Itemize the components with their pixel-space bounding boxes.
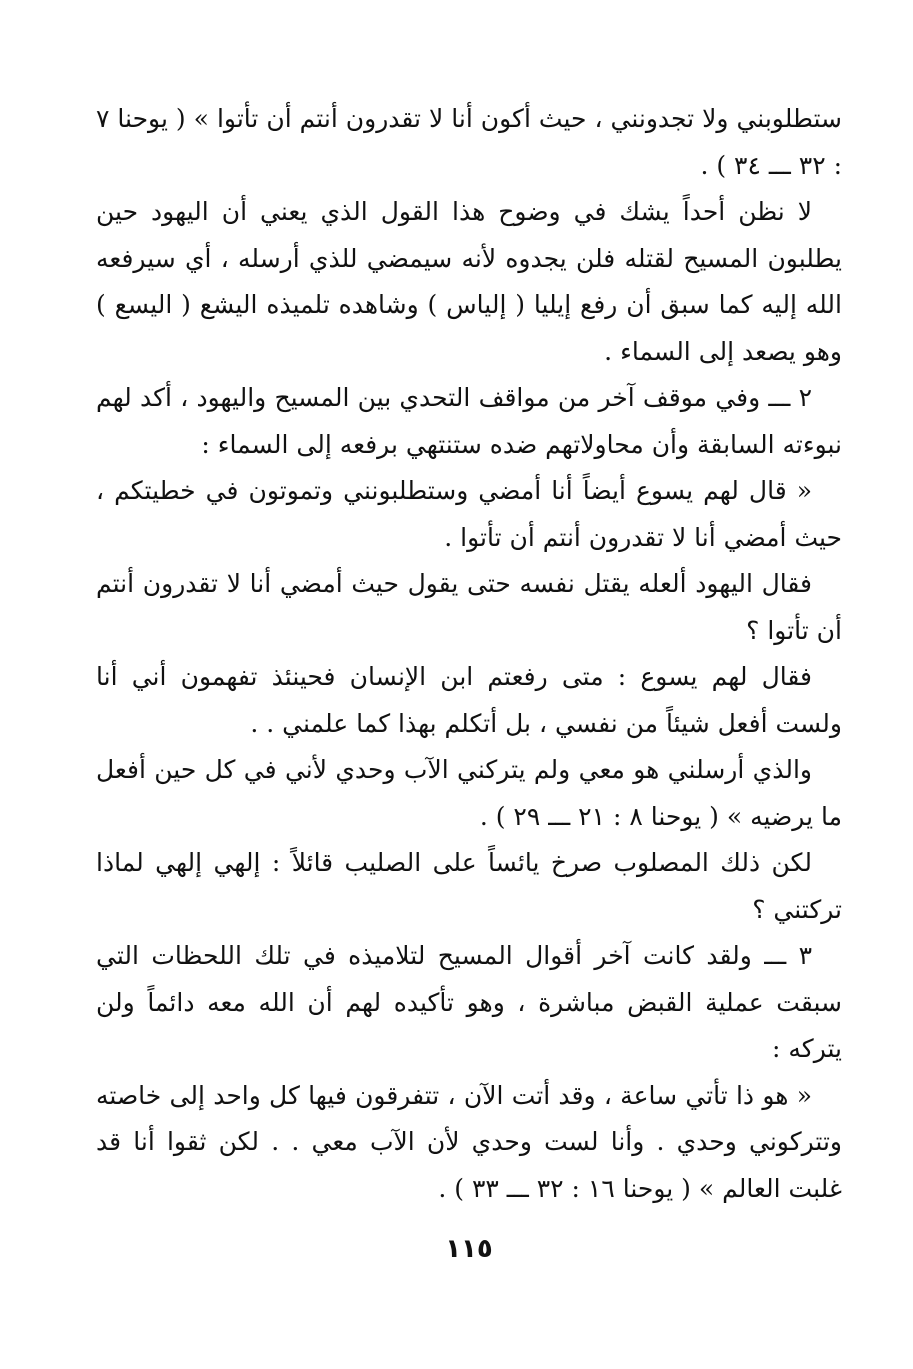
paragraph-quote-hour: « هو ذا تأتي ساعة ، وقد أتت الآن ، تتفرقون فيها كل واحد إلى خاصته وتتركوني وحدي . وأنا لست وحدي لأن الآب معي . . لكن ثقوا أنا قد غلبت العالم » ( يوحنا ١٦ : ٣٢ ـــ ٣٣ ) . xyxy=(96,1080,842,1203)
paragraph-point-two: ٢ ـــ وفي موقف آخر من مواقف التحدي بين المسيح واليهود ، أكد لهم نبوءته السابقة وأن محاولاتهم ضده ستنتهي برفعه إلى السماء : xyxy=(96,383,842,459)
paragraph-crucified: لكن ذلك المصلوب صرخ يائساً على الصليب قائلاً : إلهي إلهي لماذا تركتني ؟ xyxy=(96,848,842,924)
body-text xyxy=(96,96,842,1212)
paragraph-quote-continuation: ستطلوبني ولا تجدونني ، حيث أكون أنا لا تقدرون أنتم أن تأتوا » ( يوحنا ٧ : ٣٢ ـــ ٣٤ ) . xyxy=(96,104,842,180)
paragraph-quote-sender: والذي أرسلني هو معي ولم يتركني الآب وحدي لأني في كل حين أفعل ما يرضيه » ( يوحنا ٨ : ٢١ ـــ ٢٩ ) . xyxy=(96,755,842,831)
paragraph-commentary: لا نظن أحداً يشك في وضوح هذا القول الذي يعني أن اليهود حين يطلبون المسيح لقتله فلن يجدوه لأنه سيمضي للذي أرسله ، أي سيرفعه الله إليه كما سبق أن رفع إيليا ( إلياس ) وشاهده تلميذه اليشع ( اليسع ) وهو يصعد إلى السماء . xyxy=(96,197,843,366)
paragraph-quote-jews: فقال اليهود ألعله يقتل نفسه حتى يقول حيث أمضي أنا لا تقدرون أنتم أن تأتوا ؟ xyxy=(96,569,842,645)
document-page xyxy=(96,96,842,1356)
paragraph-point-three: ٣ ـــ ولقد كانت آخر أقوال المسيح لتلاميذه في تلك اللحظات التي سبقت عملية القبض مباشرة ، وهو تأكيده لهم أن الله معه دائماً ولن يتركه : xyxy=(96,941,842,1063)
page-number: ١١٥ xyxy=(445,1234,493,1264)
paragraph-quote-son-of-man: فقال لهم يسوع : متى رفعتم ابن الإنسان فحينئذ تفهمون أني أنا ولست أفعل شيئاً من نفسي ، بل أتكلم بهذا كما علمني . . xyxy=(96,662,842,738)
paragraph-quote-jesus: « قال لهم يسوع أيضاً أنا أمضي وستطلبونني وتموتون في خطيتكم ، حيث أمضي أنا لا تقدرون أنتم أن تأتوا . xyxy=(96,476,842,552)
